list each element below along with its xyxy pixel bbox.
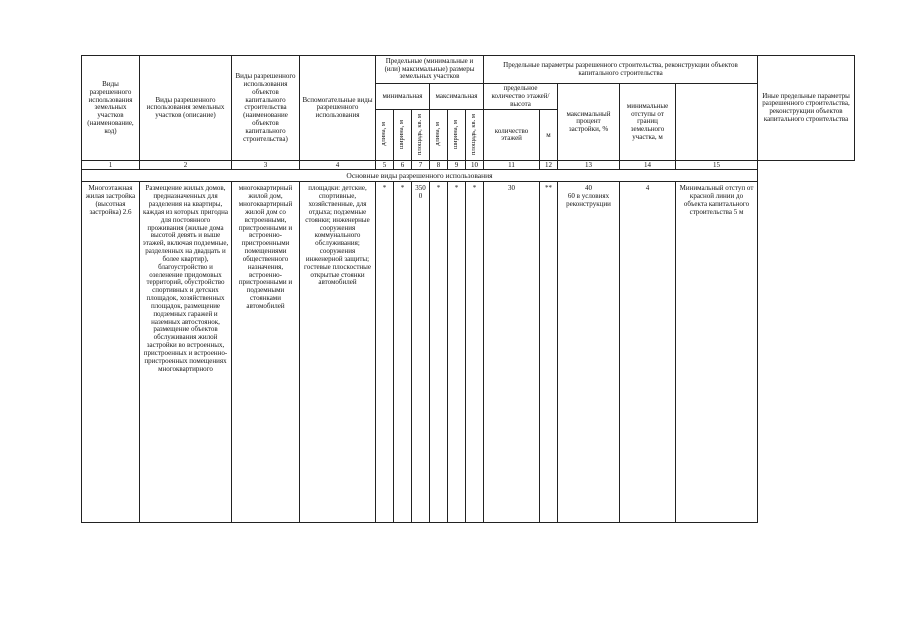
column-number: 6 (394, 161, 412, 170)
header-min-length-cell (376, 110, 394, 161)
column-number: 3 (232, 161, 300, 170)
header-max-width: ширина, м (452, 119, 460, 149)
row-height: ** (540, 182, 558, 523)
header-min-length: длина, м (380, 122, 388, 146)
header-max-percent: максимальный процент застройки, % (558, 84, 620, 161)
row-floors: 30 (484, 182, 540, 523)
header-floors-count: количество этажей (484, 110, 540, 161)
row-max-percent: 40 (585, 184, 592, 193)
header-min-setback: минимальные отступы от границ земельного участка, м (620, 84, 676, 161)
header-floors-height: предельное количество этажей/высота (484, 84, 558, 110)
column-number: 9 (448, 161, 466, 170)
header-min-width-cell (394, 110, 412, 161)
row-auxiliary: площадки: детские, спортивные, хозяйственные, для отдыха; подземные стоянки; инженерные сооружения коммунального обслуживания; сооружения инженерной защиты; гостевые плоскостные открытые стоянки автомобилей (300, 182, 376, 523)
header-other-params: Иные предельные параметры разрешенного строительства, реконструкции объектов капитального строительства (758, 56, 855, 161)
column-number: 7 (412, 161, 430, 170)
column-number: 5 (376, 161, 394, 170)
table-row (82, 182, 855, 523)
header-max-width-cell (448, 110, 466, 161)
row-other: Минимальный отступ от красной линии до объекта капитального строительства 5 м (676, 182, 758, 523)
row-max-area: * (466, 182, 484, 523)
column-number: 12 (540, 161, 558, 170)
column-number: 11 (484, 161, 540, 170)
header-max-length-cell (430, 110, 448, 161)
column-numbers-row (82, 161, 855, 170)
row-max-width: * (448, 182, 466, 523)
row-max-percent-note: 60 в условиях реконструкции (566, 192, 611, 209)
column-number: 10 (466, 161, 484, 170)
row-description: Размещение жилых домов, предназначенных для разделения на квартиры, каждая из которых пригодна для постоянного проживания (жилые дома высотой девять и выше этажей, включая подземные, разделенных на двадцать и более квартир), благоустройство и озеленение придомовых территорий, обустройство спортивных и детских площадок, хозяйственных площадок, размещение подземных гаражей и наземных автостоянок, размещение объектов обслуживания жилой застройки во встроенных, пристроенных и встроенно-пристроенных помещениях многоквартирного (140, 182, 232, 523)
header-height-m: м (540, 110, 558, 161)
row-min-area: 3500 (412, 182, 430, 523)
column-number: 2 (140, 161, 232, 170)
header-min-width: ширина, м (398, 119, 406, 149)
header-min-area: площадь, кв. м (416, 113, 424, 155)
column-number: 15 (676, 161, 758, 170)
row-setback: 4 (620, 182, 676, 523)
header-max-area-cell (466, 110, 484, 161)
row-name: Многоэтажная жилая застройка (высотная застройка) 2.6 (82, 182, 140, 523)
row-max-length: * (430, 182, 448, 523)
header-max: максимальная (430, 84, 484, 110)
row-min-width: * (394, 182, 412, 523)
header-col2: Виды разрешенного использования земельных участков (описание) (140, 56, 232, 161)
header-col4: Вспомогательные виды разрешенного использования (300, 56, 376, 161)
column-number: 14 (620, 161, 676, 170)
header-limit-params: Предельные параметры разрешенного строительства, реконструкции объектов капитального строительства (484, 56, 758, 84)
row-objects: многоквартирный жилой дом, многоквартирный жилой дом со встроенными, пристроенными и встроенно-пристроенными помещениями общественного назначения, встроенно-пристроенными и подземными стоянками автомобилей (232, 182, 300, 523)
row-max-percent-cell (558, 182, 620, 523)
header-land-sizes: Предельные (минимальные и (или) максимальные) размеры земельных участков (376, 56, 484, 84)
column-number: 1 (82, 161, 140, 170)
row-min-length: * (376, 182, 394, 523)
zoning-table (81, 55, 855, 523)
column-number: 4 (300, 161, 376, 170)
column-number: 8 (430, 161, 448, 170)
header-min: минимальная (376, 84, 430, 110)
header-col3: Виды разрешенного использования объектов капитального строительства (наименование объектов капитального строительства) (232, 56, 300, 161)
header-col1: Виды разрешенного использования земельных участков (наименование, код) (82, 56, 140, 161)
column-number: 13 (558, 161, 620, 170)
header-min-area-cell (412, 110, 430, 161)
section-title: Основные виды разрешенного использования (82, 170, 758, 182)
header-max-length: длина, м (434, 122, 442, 146)
header-max-area: площадь, кв. м (470, 113, 478, 155)
